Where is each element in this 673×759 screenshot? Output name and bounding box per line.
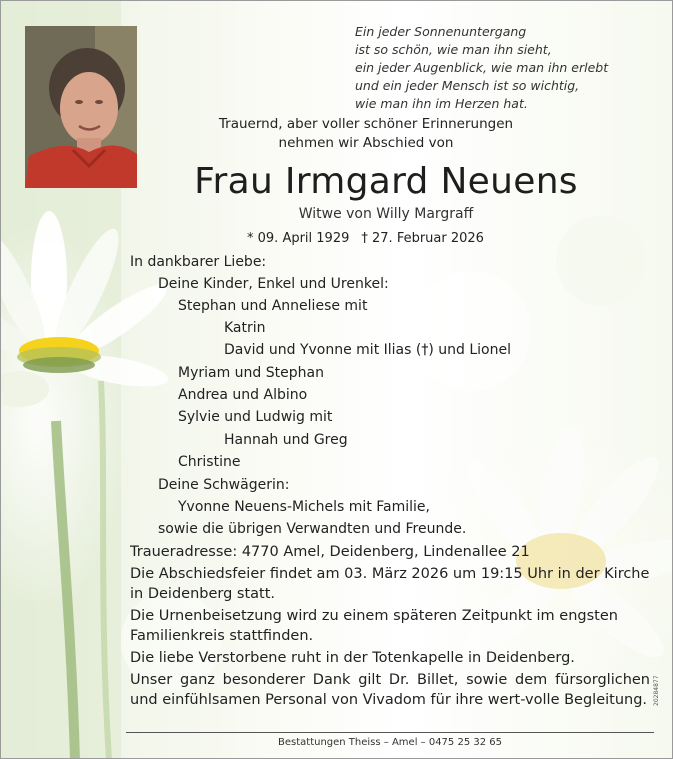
- family-member: Christine: [178, 454, 241, 470]
- poem: [355, 23, 655, 113]
- life-dates: [247, 230, 537, 248]
- poem-line: ein jeder Augenblick, wie man ihn erlebt: [355, 60, 609, 75]
- sister-in-law-heading: Deine Schwägerin:: [158, 477, 290, 493]
- thanks-paragraph: Unser ganz besonderer Dank gilt Dr. Billet, sowie dem fürsorglichen und einfühlsamen Personal von Vivadom für ihre wert-volle Begleitung.: [130, 672, 650, 708]
- deceased-name: Frau Irmgard Neuens: [194, 161, 578, 202]
- farewell-ceremony: Die Abschiedsfeier findet am 03. März 2026 um 19:15 Uhr in der Kirche in Deidenberg statt.: [130, 566, 650, 602]
- children-heading: Deine Kinder, Enkel und Urenkel:: [158, 276, 389, 292]
- family-member: David und Yvonne mit Ilias (†) und Lionel: [224, 342, 511, 358]
- poem-line: ist so schön, wie man ihn sieht,: [355, 42, 552, 57]
- poem-line: wie man ihn im Herzen hat.: [355, 96, 528, 111]
- portrait-photo: [25, 26, 137, 188]
- widow-of: Witwe von Willy Margraff: [298, 206, 474, 222]
- urn-burial: Die Urnenbeisetzung wird zu einem späteren Zeitpunkt im engsten Familienkreis stattfinden.: [130, 608, 618, 644]
- intro-text: [201, 115, 531, 153]
- poem-line: und ein jeder Mensch ist so wichtig,: [355, 78, 580, 93]
- intro-line: Trauernd, aber voller schöner Erinnerungen: [218, 116, 514, 132]
- family-member: Stephan und Anneliese mit: [178, 298, 368, 314]
- notice-body: [130, 542, 650, 712]
- relatives-line: sowie die übrigen Verwandten und Freunde.: [158, 521, 467, 537]
- birth-date: * 09. April 1929: [247, 231, 350, 246]
- family-member: Yvonne Neuens-Michels mit Familie,: [178, 499, 430, 515]
- family-member: Myriam und Stephan: [178, 365, 324, 381]
- family-member: Sylvie und Ludwig mit: [178, 409, 333, 425]
- family-heading: In dankbarer Liebe:: [130, 254, 267, 270]
- family-member: Andrea und Albino: [178, 387, 308, 403]
- funeral-home: Bestattungen Theiss – Amel – 0475 25 32 65: [278, 737, 502, 748]
- footer-divider: [126, 732, 654, 733]
- family-member: Hannah und Greg: [224, 432, 348, 448]
- death-date: † 27. Februar 2026: [361, 231, 484, 246]
- intro-line: nehmen wir Abschied von: [278, 135, 454, 151]
- resting-place: Die liebe Verstorbene ruht in der Totenkapelle in Deidenberg.: [130, 650, 575, 666]
- ad-code: 20284877: [653, 675, 660, 706]
- mourning-address: Traueradresse: 4770 Amel, Deidenberg, Lindenallee 21: [130, 544, 530, 560]
- family-member: Katrin: [224, 320, 266, 336]
- poem-line: Ein jeder Sonnenuntergang: [355, 24, 527, 39]
